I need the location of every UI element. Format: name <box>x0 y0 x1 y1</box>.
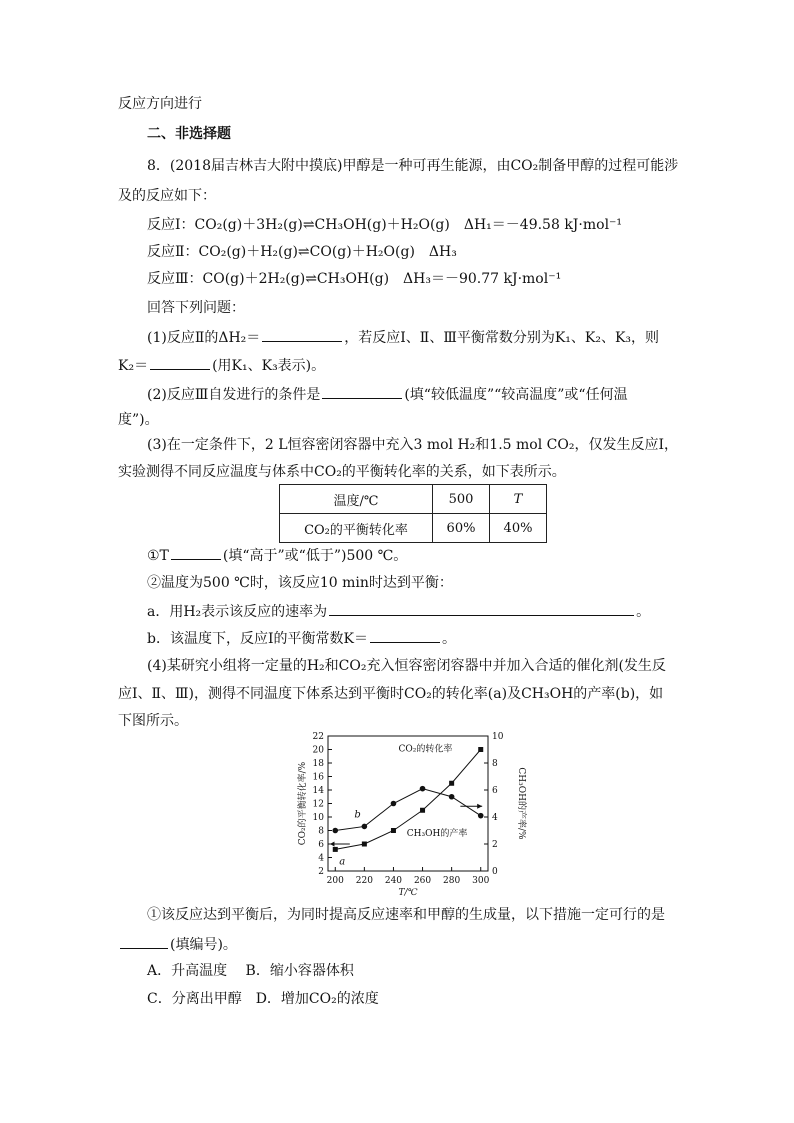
part4-q1-line1: ①该反应达到平衡后，为同时提高反应速率和甲醇的生成量，以下措施一定可行的是 <box>147 907 665 923</box>
sub1-text-b: (填“高于”或“低于”)500 ℃。 <box>222 548 408 564</box>
q2-text-a: (2)反应Ⅲ自发进行的条件是 <box>147 387 321 403</box>
sub-b-blank[interactable] <box>370 628 440 643</box>
data-point-circle <box>391 801 397 807</box>
left-tick-label: 18 <box>312 759 324 769</box>
table-cell-40: 40% <box>490 514 547 543</box>
part4-q1-line2 <box>118 934 237 954</box>
left-tick-label: 2 <box>318 867 324 877</box>
series-letter-a: a <box>339 856 346 868</box>
x-tick-label: 280 <box>443 876 461 886</box>
sub-b-line <box>147 628 456 648</box>
conversion-yield-chart <box>283 726 543 898</box>
part4-q1-text: (填编号)。 <box>170 937 237 953</box>
data-point-square <box>333 847 338 852</box>
q3-line2: 实验测得不同反应温度与体系中CO₂的平衡转化率的关系，如下表所示。 <box>118 464 566 480</box>
reaction-2: 反应Ⅱ：CO₂(g)＋H₂(g)⇌CO(g)＋H₂O(g) ΔH₃ <box>147 244 457 260</box>
left-tick-label: 20 <box>312 745 324 756</box>
conversion-table <box>279 484 547 543</box>
annotation-co2: CO₂的转化率 <box>398 744 453 755</box>
x-axis-label: T/℃ <box>398 888 418 898</box>
table-row-label: CO₂的平衡转化率 <box>280 514 433 543</box>
sub-a-text: a．用H₂表示该反应的速率为 <box>147 604 328 620</box>
sub2-line: ②温度为500 ℃时，该反应10 min时达到平衡： <box>147 575 453 591</box>
x-tick-label: 300 <box>472 876 490 886</box>
options-cd: C．分离出甲醇 D．增加CO₂的浓度 <box>147 991 379 1007</box>
q2-line2: 度”)。 <box>118 412 159 428</box>
sub1-blank[interactable] <box>171 545 221 560</box>
sub-a-end: 。 <box>636 604 651 620</box>
data-point-square <box>478 747 483 752</box>
left-axis-arrow-head <box>330 842 335 847</box>
left-tick-label: 4 <box>318 853 324 864</box>
q1-text-d: (用K₁、K₃表示)。 <box>212 358 326 374</box>
left-tick-label: 12 <box>312 799 324 810</box>
q1-line2 <box>118 355 325 375</box>
q1-blank-k2[interactable] <box>150 355 210 370</box>
q4-line1: (4)某研究小组将一定量的H₂和CO₂充入恒容密闭容器中并加入合适的催化剂(发生反 <box>147 658 666 674</box>
left-tick-label: 14 <box>312 786 324 796</box>
left-tick-label: 22 <box>312 732 324 742</box>
q2-line1 <box>147 384 628 404</box>
answer-prompt: 回答下列问题： <box>147 300 245 316</box>
table-header-temp: 温度/℃ <box>280 485 433 514</box>
right-axis-label: CH₃OH的产率/% <box>516 767 526 840</box>
sub1-line <box>147 545 407 565</box>
x-tick-label: 200 <box>326 876 344 886</box>
sub-a-line <box>147 601 650 621</box>
data-point-square <box>449 781 454 786</box>
section-heading: 二、非选择题 <box>147 126 231 142</box>
table-row <box>280 485 547 514</box>
left-tick-label: 10 <box>312 813 324 823</box>
x-tick-label: 220 <box>355 876 373 886</box>
left-tick-label: 6 <box>318 840 324 850</box>
data-point-square <box>420 808 425 813</box>
q2-text-b: (填“较低温度”“较高温度”或“任何温 <box>404 387 628 403</box>
sub-b-text: b．该温度下，反应Ⅰ的平衡常数K＝ <box>147 631 368 647</box>
right-tick-label: 10 <box>492 732 504 742</box>
table-header-500: 500 <box>433 485 490 514</box>
part4-q1-blank[interactable] <box>120 934 168 949</box>
right-tick-label: 8 <box>492 759 498 769</box>
right-tick-label: 6 <box>492 786 498 796</box>
data-point-circle <box>332 828 338 834</box>
plot-frame <box>328 736 488 871</box>
q1-text-b: ，若反应Ⅰ、Ⅱ、Ⅲ平衡常数分别为K₁、K₂、K₃，则 <box>344 330 660 346</box>
sub1-text-a: ①T <box>147 548 169 564</box>
table-header-t: T <box>490 485 547 514</box>
right-tick-label: 0 <box>492 867 498 877</box>
q4-line2: 应Ⅰ、Ⅱ、Ⅲ)，测得不同温度下体系达到平衡时CO₂的转化率(a)及CH₃OH的产率(b)，如 <box>118 686 664 702</box>
data-point-circle <box>478 813 484 819</box>
right-tick-label: 2 <box>492 840 498 850</box>
right-axis-arrow-head <box>477 804 482 809</box>
data-point-circle <box>420 786 426 792</box>
x-tick-label: 260 <box>413 876 432 886</box>
q4-line3: 下图所示。 <box>118 713 188 729</box>
reaction-3: 反应Ⅲ：CO(g)＋2H₂(g)⇌CH₃OH(g) ΔH₃＝－90.77 kJ·mol⁻¹ <box>147 271 562 287</box>
line-continuation: 反应方向进行 <box>118 96 202 112</box>
q1-text-c: K₂＝ <box>118 358 149 374</box>
q1-blank-dh2[interactable] <box>262 327 342 342</box>
q1-line1 <box>147 327 659 347</box>
sub-a-blank[interactable] <box>329 601 634 616</box>
series-letter-b: b <box>354 809 361 821</box>
q2-blank[interactable] <box>322 384 402 399</box>
table-cell-60: 60% <box>433 514 490 543</box>
table-row <box>280 514 547 543</box>
data-point-circle <box>449 794 455 800</box>
reaction-1: 反应Ⅰ：CO₂(g)＋3H₂(g)⇌CH₃OH(g)＋H₂O(g) ΔH₁＝－49.58 kJ·mol⁻¹ <box>147 217 623 233</box>
left-tick-label: 16 <box>312 772 324 783</box>
annotation-ch3oh: CH₃OH的产率 <box>406 828 468 839</box>
data-point-circle <box>362 824 368 830</box>
left-tick-label: 8 <box>318 826 324 837</box>
question-8-intro: 8．(2018届吉林吉大附中摸底)甲醇是一种可再生能源，由CO₂制备甲醇的过程可能涉 <box>147 158 679 174</box>
x-tick-label: 240 <box>384 876 403 886</box>
right-tick-label: 4 <box>492 813 498 823</box>
options-ab: A．升高温度 B．缩小容器体积 <box>147 963 354 979</box>
left-axis-label: CO₂的平衡转化率/% <box>298 761 308 846</box>
data-point-square <box>362 842 367 847</box>
data-point-square <box>391 828 396 833</box>
sub-b-end: 。 <box>441 631 456 647</box>
q1-text-a: (1)反应Ⅱ的ΔH₂＝ <box>147 330 261 346</box>
q3-line1: (3)在一定条件下，2 L恒容密闭容器中充入3 mol H₂和1.5 mol CO₂，仅发生反应Ⅰ， <box>147 437 678 453</box>
question-8-intro-cont: 及的反应如下： <box>118 188 216 204</box>
